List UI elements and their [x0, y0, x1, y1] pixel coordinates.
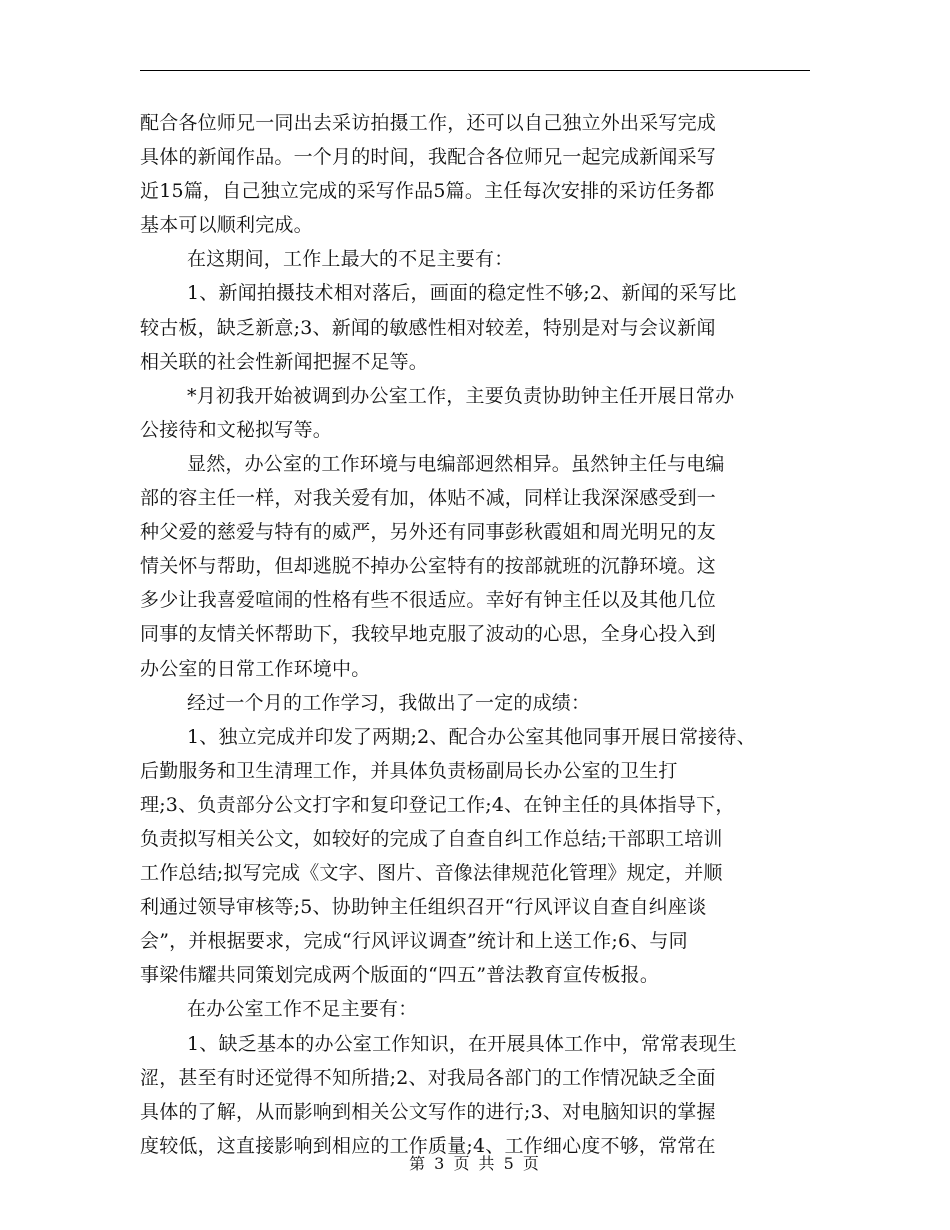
text-line: 同事的友情关怀帮助下，我较早地克服了波动的心思，全身心投入到 — [140, 623, 717, 646]
text-line: 在办公室工作不足主要有： — [187, 998, 418, 1021]
text-line: 会”，并根据要求，完成“行风评议调查”统计和上送工作;6、与同 — [140, 930, 688, 953]
text-line: 具体的新闻作品。一个月的时间，我配合各位师兄一起完成新闻采写 — [140, 146, 717, 169]
text-line: 近15篇，自己独立完成的采写作品5篇。主任每次安排的采访任务都 — [140, 180, 715, 203]
text-line: 事梁伟耀共同策划完成两个版面的“四五”普法教育宣传板报。 — [140, 964, 660, 987]
text-line: 显然，办公室的工作环境与电编部迥然相异。虽然钟主任与电编 — [187, 452, 725, 475]
text-line: 1、独立完成并印发了两期;2、配合办公室其他同事开展日常接待、 — [187, 725, 756, 748]
page-footer: 第 3 页 共 5 页 — [409, 1154, 541, 1173]
text-line: 1、新闻拍摄技术相对落后，画面的稳定性不够;2、新闻的采写比 — [187, 282, 737, 305]
text-line: 理;3、负责部分公文打字和复印登记工作;4、在钟主任的具体指导下， — [140, 793, 735, 816]
text-line: 种父爱的慈爱与特有的威严，另外还有同事彭秋霞姐和周光明兄的友 — [140, 521, 717, 544]
text-line: 情关怀与帮助，但却逃脱不掉办公室特有的按部就班的沉静环境。这 — [140, 555, 717, 578]
text-line: 经过一个月的工作学习，我做出了一定的成绩： — [187, 691, 591, 714]
text-line: 办公室的日常工作环境中。 — [140, 657, 371, 680]
text-line: 负责拟写相关公文，如较好的完成了自查自纠工作总结;干部职工培训 — [140, 827, 723, 850]
header-rule — [140, 70, 810, 71]
text-line: 公接待和文秘拟写等。 — [140, 418, 333, 441]
text-line: *月初我开始被调到办公室工作，主要负责协助钟主任开展日常办 — [187, 384, 735, 407]
text-line: 较古板，缺乏新意;3、新闻的敏感性相对较差，特别是对与会议新闻 — [140, 316, 716, 339]
text-line: 在这期间，工作上最大的不足主要有： — [187, 248, 514, 271]
text-line: 度较低，这直接影响到相应的工作质量;4、工作细心度不够，常常在 — [140, 1134, 716, 1157]
text-line: 相关联的社会性新闻把握不足等。 — [140, 350, 429, 373]
text-line: 后勤服务和卫生清理工作，并具体负责杨副局长办公室的卫生打 — [140, 759, 678, 782]
text-line: 多少让我喜爱喧闹的性格有些不很适应。幸好有钟主任以及其他几位 — [140, 589, 717, 612]
text-line: 1、缺乏基本的办公室工作知识，在开展具体工作中，常常表现生 — [187, 1032, 737, 1055]
text-line: 基本可以顺利完成。 — [140, 214, 313, 237]
text-line: 部的容主任一样，对我关爱有加，体贴不减，同样让我深深感受到一 — [140, 487, 717, 510]
text-line: 配合各位师兄一同出去采访拍摄工作，还可以自己独立外出采写完成 — [140, 112, 717, 134]
text-line: 具体的了解，从而影响到相关公文写作的进行;3、对电脑知识的掌握 — [140, 1100, 716, 1123]
text-line: 涩，甚至有时还觉得不知所措;2、对我局各部门的工作情况缺乏全面 — [140, 1066, 716, 1089]
text-line: 工作总结;拟写完成《文字、图片、音像法律规范化管理》规定，并顺 — [140, 862, 723, 885]
document-body — [140, 106, 820, 1163]
text-line: 利通过领导审核等;5、协助钟主任组织召开“行风评议自查自纠座谈 — [140, 896, 707, 919]
